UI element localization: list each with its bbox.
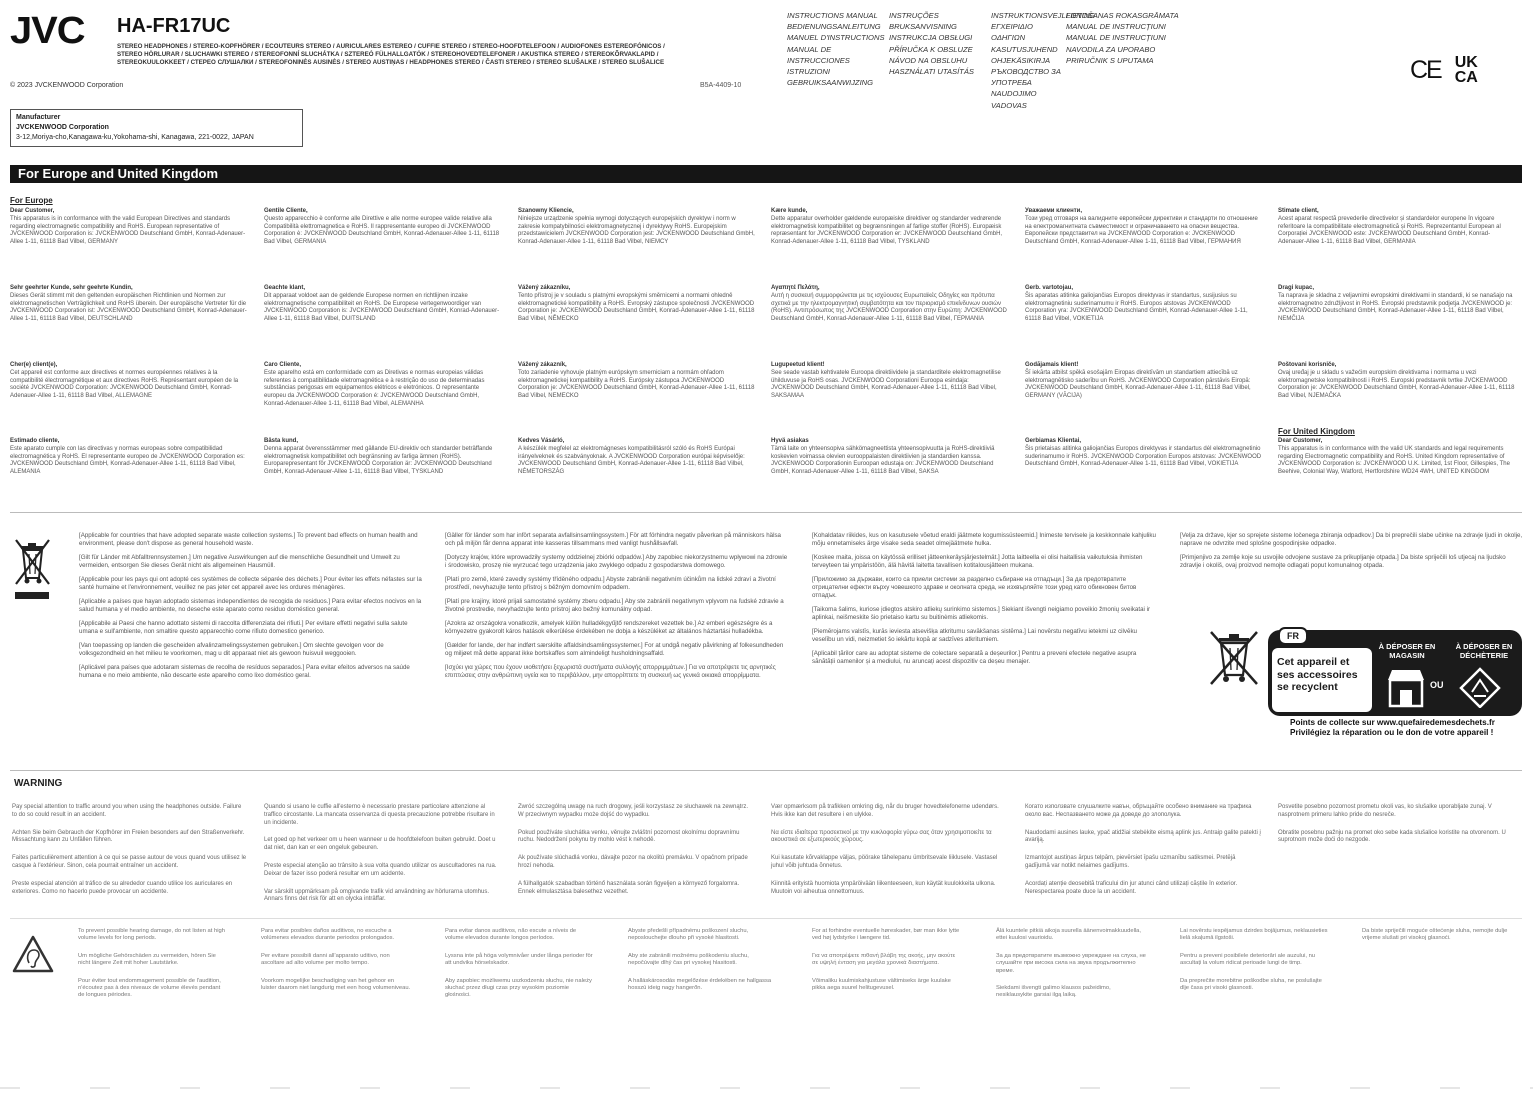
manufacturer-heading: Manufacturer <box>16 114 61 121</box>
store-drop-heading: À DÉPOSER EN MAGASIN <box>1378 642 1436 660</box>
declaration-title: Caro Cliente, <box>264 362 302 368</box>
manual-title-column <box>991 10 1096 111</box>
waste-paragraph: [Aplicável para países que adotaram sistemas de recolha de resíduos separados.] Para evitar efeitos adversos na saúde humana e no meio ambiente, não descarte este aparelho como lixo doméstico geral. <box>79 664 410 679</box>
manual-title: NÁVOD NA OBSLUHU <box>889 55 968 65</box>
declaration-body: Denna apparat överensstämmer med gällande EU-direktiv och standarder beträffande elektromagnetisk kompatibilitet och begränsning av farliga ämnen (RoHS). Europarepresentant för JVCKENWOOD Corporation är: JVCKENWOOD Deutschland GmbH, Konrad-Adenauer-Allee 1-11, 61118 Bad Vilbel, TYSKLAND <box>264 445 493 476</box>
warning-paragraph: Izmantojot austiņas ārpus telpām, pievērsiet īpašu uzmanību satiksmei. Pretējā gadījumā var notikt nelaimes gadījums. <box>1025 855 1236 869</box>
manual-title: LIETOŠANAS ROKASGRĀMATA <box>1066 11 1179 20</box>
hearing-paragraph: Da preprečite morebitne poškodbe sluha, ne poslušajte dlje časa pri visoki glasnosti. <box>1180 977 1322 992</box>
waste-paragraph: [Приложимо за държави, които са приели системи за разделно събиране на отпадъци.] За да предотвратите отрицателни ефекти върху човешкото здраве и околната среда, не изхвърляйте този уред като обикновен битов отпадък. <box>812 576 1137 599</box>
declaration-title: Gerbiamas Klientai, <box>1025 438 1082 444</box>
waste-paragraph: [Piemērojams valstīs, kurās ieviesta atsevišķa atkritumu savākšanas sistēma.] Lai novērstu negatīvu ietekmi uz cilvēku veselību un vidi, neizmetiet šo iekārtu kopā ar sadzīves atkritumiem. <box>812 628 1137 643</box>
fr-badge: FR <box>1278 627 1308 645</box>
hearing-paragraph: Lai novērstu iespējamus dzirdes bojājumus, neklausieties lielā skaļumā ilgstoši. <box>1180 928 1328 942</box>
manual-title: ISTRUZIONI <box>787 67 831 77</box>
product-subtitle: STEREO HEADPHONES / STEREO-KOPFHÖRER / ECOUTEURS STEREO / AURICULARES ESTEREO / CUFFIE STEREO / STEREO-HOOFDTELEFOON / AUDIOFONES ESTEREOFÓNICOS / STEREO HÖRLURAR / SLUCHAWKI STEREO / STEREOFONNÍ SLUCHÁTKA / SZTEREÓ FÜLHALLGATÓK / STEREOHOVEDTELEFONER / AKUSTIKA STEREO / STEREOKÕRVAKLAPID / STEREOKUULOKKEET / СТЕРЕО СЛУШАЛКИ / STEREOFONINĖS AUSINĖS / STEREO AUSTIŅAS / HEADPHONES STEREO / ČASTI STEREO / STEREO SLUŠALKE / STEREO SLUŠALICE <box>117 43 665 66</box>
hearing-paragraph: Abyste předešli případnému poškození sluchu, neposlouchejte dlouho při vysoké hlasitosti. <box>628 928 749 942</box>
hearing-column <box>261 928 411 1002</box>
manufacturer-address: 3-12,Moriya-cho,Kanagawa-ku,Yokohama-shi, Kanagawa, 221-0022, JAPAN <box>16 134 254 141</box>
declaration-title: Sehr geehrter Kunde, sehr geehrte Kundin, <box>10 285 133 291</box>
hearing-warning-icon <box>12 935 54 978</box>
manual-title: ΕΓΧΕΙΡΙΔΙΟ ΟΔΗΓΙΩΝ <box>991 22 1033 43</box>
region-banner: For Europe and United Kingdom <box>10 165 1522 183</box>
hearing-paragraph: For at forhindre eventuelle høreskader, bør man ikke lytte ved høj lydstyrke i længere tid. <box>812 928 960 942</box>
manual-title: РЪКОВОДСТВО ЗА УПОТРЕБА <box>991 67 1061 88</box>
declaration-body: Questo apparecchio è conforme alle Direttive e alle norme europee valide relative alla Compatibilità elettromagnetica e RoHS. Il rappresentante europeo di JVCKENWOOD Corporation è: JVCKENWOOD Deutschland GmbH, Konrad-Adenauer-Allee 1-11, 61118 Bad Vilbel, GERMANIA <box>264 215 500 246</box>
declaration-block <box>1025 285 1263 324</box>
manual-title: PRIRUČNIK S UPUTAMA <box>1066 55 1154 65</box>
hearing-column <box>812 928 962 1002</box>
declaration-block <box>264 285 502 324</box>
dump-drop-heading: À DÉPOSER EN DÉCHÈTERIE <box>1455 642 1513 660</box>
declaration-body: Dieses Gerät stimmt mit den geltenden europäischen Richtlinien und Normen zur elektromagnetischen Verträglichkeit und RoHS überein. Der europäische Vertreter für die JVCKENWOOD Corporation ist: JVCKENWOOD Deutschland GmbH, Konrad-Adenauer-Allee 1-11, 61118 Bad Vilbel, DEUTSCHLAND <box>10 292 247 323</box>
declaration-body: Acest aparat respectă prevederile directivelor și standardelor europene în vigoare referitoare la compatibilitate electromagnetică și RoHS. Reprezentantul European al Corporației JVCKENWOOD este: JVCKENWOOD Deutschland GmbH, Konrad-Adenauer-Allee 1-11, 61118 Bad Vilbel, GERMANIA <box>1278 215 1501 246</box>
triman-footer: Points de collecte sur www.quefairedemesdechets.fr Privilégiez la réparation ou le don de votre appareil ! <box>1290 718 1495 737</box>
waste-column <box>1180 532 1525 576</box>
triman-label <box>1268 630 1522 716</box>
warning-paragraph: Faites particulièrement attention à ce qui se passe autour de vous quand vous utilisez le casque à l'extérieur. Sinon, cela pourrait entraîner un accident. <box>12 855 247 869</box>
declaration-title: Vážený zákazník, <box>518 362 567 368</box>
declaration-body: Šis prietaisas atitinka galiojančias Europos direktyvas ir standartus dėl elektromagnetinio suderinamumo ir RoHS. JVCKENWOOD Corporation Europos atstovas: JVCKENWOOD Deutschland GmbH, Konrad-Adenauer-Allee 1-11, 61118 Bad Vilbel, VOKIETIJA <box>1025 445 1262 468</box>
waste-paragraph: [Applicable for countries that have adopted separate waste collection systems.] To prevent bad effects on human health and environment, please don't dispose as general household waste. <box>79 532 418 547</box>
weee-bin-small-icon <box>1205 628 1263 695</box>
declaration-block <box>264 362 502 409</box>
waste-column <box>812 532 1157 672</box>
declaration-title: Αγαπητέ Πελάτη, <box>771 285 820 291</box>
warning-column <box>1278 804 1514 855</box>
ce-mark-icon: CE <box>1410 55 1441 84</box>
declaration-block <box>10 362 248 401</box>
warning-paragraph: Quando si usano le cuffie all'esterno è necessario prestare particolare attenzione al traffico circostante. La mancata osservanza di questa precauzione potrebbe risultare in un incidente. <box>264 804 495 826</box>
waste-paragraph: [Platí pre krajiny, ktoré prijali samostatné systémy zberu odpadu.] Aby ste zabránili negatívnym vplyvom na ľudské zdravie a životné prostredie, nevyhadzujte tento prístroj ako bežný komunálny odpad. <box>445 598 784 613</box>
manual-title: OHJEKÄSIKIRJA <box>991 55 1051 65</box>
declaration-block <box>1278 208 1516 247</box>
declaration-body: A készülék megfelel az elektromágneses kompatibilitásról szóló és RoHS Európai irányelveknek és szabványoknak. A JVCKENWOOD Corporation európai képviselője: JVCKENWOOD Deutschland GmbH, Konrad-Adenauer-Allee 1-11, 61118 Bad Vilbel, NÉMETORSZÁG <box>518 445 745 476</box>
waste-paragraph: [Primjenjivo za zemlje koje su usvojile odvojene sustave za prikupljanje otpada.] Da biste spriječili loš utjecaj na ljudsko zdravlje i okoliš, ovaj proizvod nemojte odlagati poput komunalnog otpada. <box>1180 554 1506 569</box>
waste-paragraph: [Koskee maita, joissa on käytössä erilliset jätteenkeräysjärjestelmät.] Jotta laitteella ei olisi haitallisia vaikutuksia ihmisten terveyteen tai ympäristöön, älä hävitä laitetta tavallisen kotitalousjätteen mukana. <box>812 554 1143 569</box>
manual-title: HASZNÁLATI UTASÍTÁS <box>889 67 974 77</box>
declaration-block <box>771 285 1009 324</box>
declaration-title: Bästa kund, <box>264 438 299 444</box>
waste-paragraph: [Applicable pour les pays qui ont adopté ces systèmes de collecte séparée des déchets.] Pour éviter les effets néfastes sur la santé humaine et l'environnement, veuillez ne pas jeter cet appareil avec les ordures ménagères. <box>79 576 422 591</box>
warning-column <box>1025 804 1261 906</box>
model-title: HA-FR17UC <box>117 15 231 37</box>
hearing-paragraph: Lyssna inte på höga volymnivåer under långa perioder för att undvika hörselskador. <box>445 952 593 967</box>
jvc-logo: JVC <box>10 10 85 52</box>
hearing-paragraph: Aby zapobiec możliwemu uszkodzeniu słuchu, nie należy słuchać przez długi czas przy wysokim poziomie głośności. <box>445 977 592 999</box>
declaration-block <box>518 362 756 401</box>
warning-paragraph: Preste especial atenção ao trânsito à sua volta quando utilizar os auscultadores na rua. Deixar de fazer isso poderá resultar em um acidente. <box>264 862 497 877</box>
declaration-title: Geachte klant, <box>264 285 306 291</box>
manual-title: PŘÍRUČKA K OBSLUZE <box>889 44 973 54</box>
copyright: © 2023 JVCKENWOOD Corporation <box>10 82 124 89</box>
declaration-block <box>1278 285 1516 324</box>
manual-title: GEBRUIKSAANWIJZING <box>787 78 874 88</box>
declaration-title: Godājamais klient! <box>1025 362 1079 368</box>
hearing-paragraph: Para evitar danos auditivos, não escute a níveis de volume elevados durante longos períodos. <box>445 928 577 942</box>
declaration-title: Stimate client, <box>1278 208 1319 214</box>
declaration-block <box>1025 438 1263 469</box>
hearing-column <box>78 928 228 1010</box>
manual-title: NAUDOJIMO VADOVAS <box>991 89 1037 110</box>
hearing-column <box>1180 928 1330 1002</box>
store-icon <box>1384 666 1428 713</box>
hearing-paragraph: Älä kuuntele pitkiä aikoja suurella äänenvoimakkuudella, ettei kuulosi vaurioidu. <box>996 928 1142 942</box>
declaration-title: Lugupeetud klient! <box>771 362 825 368</box>
declaration-block <box>771 438 1009 477</box>
hearing-column <box>628 928 778 1002</box>
manual-title: INSTRUKTIONSVEJLEDNING <box>991 11 1096 20</box>
waste-paragraph: [Gælder for lande, der har indført særskilte affaldsindsamlingssystemer.] For at undgå negativ påvirkning af folkesundheden og miljøet må dette apparat ikke bortskaffes som almindeligt husholdningsaffald. <box>445 642 784 657</box>
declaration-title: Dragi kupac, <box>1278 285 1315 291</box>
manual-title: MANUAL DE INSTRUCCIONES <box>787 44 850 65</box>
manual-title: MANUAL DE INSTRUCȚIUNI <box>1066 22 1166 32</box>
warning-paragraph: Pay special attention to traffic around you when using the headphones outside. Failure to do so could result in an accident. <box>12 804 242 818</box>
declaration-block <box>518 438 756 477</box>
manual-title-column <box>787 10 889 111</box>
waste-paragraph: [Aplicabil țărilor care au adoptat sisteme de colectare separată a deșeurilor.] Pentru a preveni efectele negative asupra sănătății oamenilor și a mediului, nu aruncați acest dispozitiv ca deșeu menajer. <box>812 650 1137 665</box>
waste-paragraph: [Azokra az országokra vonatkozik, amelyek külön hulladékgyűjtő rendszereket vezettek be.] Az emberi egészségre és a környezetre gyakorolt káros hatások elkerülése érdekében ne dobja a készüléket az általános háztartási hulladékba. <box>445 620 773 635</box>
declaration-block <box>518 208 756 247</box>
manual-title: MANUEL D'INSTRUCTIONS <box>787 33 885 43</box>
manual-title: MANUAL DE INSTRUCȚIUNI <box>1066 33 1166 43</box>
warning-paragraph: Ak používate slúchadlá vonku, dávajte pozor na okolitú premávku. V opačnom prípade hrozí nehoda. <box>518 855 748 869</box>
ukca-mark-icon: UK CA <box>1454 54 1478 86</box>
warning-paragraph: Posvetite posebno pozornost prometu okoli vas, ko slušalke uporabljate zunaj. V nasprotnem primeru lahko pride do nesreče. <box>1278 804 1492 818</box>
warning-paragraph: Να είστε ιδιαίτερα προσεκτικοί με την κυκλοφορία γύρω σας όταν χρησιμοποιείτε τα ακουστικά σε εξωτερικούς χώρους. <box>771 829 992 844</box>
declaration-block <box>10 285 248 324</box>
declaration-body: Šī iekārta atbilst spēkā esošajām Eiropas direktīvām un standartiem attiecībā uz elektromagnētisko saderību un RoHS. JVCKENWOOD Corporation pārstāvis Eiropā: JVCKENWOOD Deutschland GmbH, Konrad-Adenauer-Allee 1-11, 61118 Bad Vilbel, GERMANY (VĀCIJA) <box>1025 369 1251 400</box>
warning-paragraph: Naudodami ausines lauke, ypač atidžiai stebėkite eismą aplink jus. Antraip galite patekti į avariją. <box>1025 829 1261 844</box>
hearing-paragraph: Pentru a preveni posibilele deteriorări ale auzului, nu ascultați la volum ridicat perioade lungi de timp. <box>1180 952 1316 967</box>
declaration-body: Toto zariadenie vyhovuje platným európskym smerniciam a normám ohľadom elektromagnetickej kompatibility a RoHS. Európsky zástupca JVCKENWOOD Corporation je: JVCKENWOOD Deutschland GmbH, Konrad-Adenauer-Allee 1-11, 61118 Bad Vilbel, NEMECKO <box>518 369 755 400</box>
dump-icon <box>1458 666 1502 713</box>
document-number: B5A-4409-10 <box>700 82 742 89</box>
divider <box>10 918 1522 919</box>
warning-paragraph: Preste especial atención al tráfico de su alrededor cuando utilice los auriculares en exteriores. Como no hacerlo puede provocar un accidente. <box>12 880 233 895</box>
declaration-title: Gerb. vartotojau, <box>1025 285 1074 291</box>
waste-paragraph: [Gilt für Länder mit Abfalltrennsystemen.] Um negative Auswirkungen auf die menschliche Gesundheit und Umwelt zu vermeiden, entsorgen Sie dieses Gerät nicht als allgemeinen Hausmüll. <box>79 554 400 569</box>
declaration-title: Poštovani korisniče, <box>1278 362 1337 368</box>
declaration-block <box>1025 362 1263 401</box>
declaration-body: Ovaj uređaj je u skladu s važećim europskim direktivama i normama u vezi elektromagnetske kompatibilnosti i RoHS. Europski predstavnik tvrtke JVCKENWOOD Corporation je: JVCKENWOOD Deutschland GmbH, Konrad-Adenauer-Allee 1-11, 61118 Bad Vilbel, NJEMAČKA <box>1278 369 1515 400</box>
warning-paragraph: Let goed op het verkeer om u heen wanneer u de hoofdtelefoon buiten gebruikt. Doet u dat niet, dan kan er een ongeluk gebeuren. <box>264 837 496 852</box>
warning-paragraph: Obratite posebnu pažnju na promet oko sebe kada slušalice koristite na otvorenom. U suprotnom može doći do nezgode. <box>1278 829 1506 844</box>
waste-paragraph: [Applicabile ai Paesi che hanno adottato sistemi di raccolta differenziata dei rifiuti.] Per evitare effetti negativi sulla salute umana e sull'ambiente, non smaltire questo apparecchio come rifiuto domestico generico. <box>79 620 408 635</box>
declaration-title: Kære kunde, <box>771 208 808 214</box>
warning-paragraph: Zwróć szczególną uwagę na ruch drogowy, jeśli korzystasz ze słuchawek na zewnątrz. W przeciwnym wypadku może dojść do wypadku. <box>518 804 748 818</box>
waste-column <box>79 532 424 686</box>
waste-paragraph: [Platí pro země, které zavedly systémy tříděného odpadu.] Abyste zabránili negativním účinkům na lidské zdraví a životní prostředí, nevyhazujte tento přístroj s běžným domovním odpadem. <box>445 576 776 591</box>
hearing-paragraph: Siekdami išvengti galimo klausos pažeidimo, nesiklausykite garsiai ilgą laiką. <box>996 985 1111 999</box>
waste-paragraph: [Van toepassing op landen die gescheiden afvalinzamelingssystemen gebruiken.] Om slechte gevolgen voor de volksgezondheid en het milieu te voorkomen, mag u dit apparaat niet als gewoon huisvuil weggooien. <box>79 642 384 657</box>
warning-paragraph: A fülhallgatók szabadban történő használata során figyeljen a környező forgalomra. Ennek elmulasztása balesethez vezethet. <box>518 880 740 895</box>
declaration-block <box>10 438 248 477</box>
warning-paragraph: Acordați atenție deosebită traficului din jur atunci când utilizați căștile în exterior. Nerespectarea poate duce la un accident. <box>1025 880 1238 895</box>
manufacturer-name: JVCKENWOOD Corporation <box>16 124 109 131</box>
declaration-block <box>771 208 1009 247</box>
hearing-column <box>1362 928 1512 953</box>
waste-paragraph: [Taikoma šalims, kuriose įdiegtos atskiro atliekų surinkimo sistemos.] Siekiant išvengti neigiamo poveikio žmonių sveikatai ir aplinkai, neišmeskite šio prietaiso kartu su buitinėmis atliekomis. <box>812 606 1151 621</box>
manual-title-column <box>1066 10 1186 111</box>
divider <box>10 770 1522 771</box>
declaration-body: Αυτή η συσκευή συμμορφώνεται με τις ισχύουσες Ευρωπαϊκές Οδηγίες και πρότυπα σχετικά με την ηλεκτρομαγνητική συμβατότητα και τον περιορισμό επικίνδυνων ουσιών (RoHS). Αντιπρόσωπος της JVCKENWOOD Corporation στην Ευρώπη: JVCKENWOOD Deutschland GmbH, Konrad-Adenauer-Allee 1-11, 61118 Bad Vilbel, ΓΕΡΜΑΝΙΑ <box>771 292 1007 323</box>
manual-title: INSTRUKCJA OBSŁUGI <box>889 33 973 43</box>
manufacturer-box <box>10 109 303 147</box>
warning-paragraph: Kiinnitä erityistä huomiota ympäröivään liikenteeseen, kun käytät kuulokkeita ulkona. Muutoin voi aiheutua onnettomuus. <box>771 880 996 895</box>
waste-paragraph: [Aplicable a países que hayan adoptado sistemas independientes de recogida de residuos.] Para evitar efectos nocivos en la salud humana y el medio ambiente, no deseche este aparato como residuo doméstico general. <box>79 598 422 613</box>
hearing-paragraph: Per evitare possibili danni all'apparato uditivo, non ascoltare ad alto volume per molto tempo. <box>261 952 390 967</box>
warning-paragraph: Kui kasutate kõrvaklappe väljas, pöörake tähelepanu ümbritsevale liiklusele. Vastasel juhul võib juhtuda õnnetus. <box>771 855 998 869</box>
declaration-body: Cet appareil est conforme aux directives et normes européennes relatives à la compatibilité électromagnétique et aux directives RoHS. Représentant européen de la société JVCKENWOOD Corporation: JVCKENWOOD Deutschland GmbH, Konrad-Adenauer-Allee 1-11, 61118 Bad Vilbel, ALLEMAGNE <box>10 369 239 400</box>
declaration-body: Ta naprava je skladna z veljavnimi evropskimi direktivami in standardi, ki se nanašajo na elektromagnetno združljivost in RoHS. Evropski predstavnik podjetja JVCKENWOOD je: JVCKENWOOD Deutschland GmbH, Konrad-Adenauer-Allee 1-11, 61118 Bad Vilbel, NEMČIJA <box>1278 292 1513 323</box>
manual-title: INSTRUÇÕES <box>889 11 939 20</box>
hearing-paragraph: Pour éviter tout endommagement possible de l'audition, n'écoutez pas à des niveaux de volume élevés pendant de longues périodes. <box>78 977 221 999</box>
declaration-body: Tento přístroj je v souladu s platnými evropskými směrnicemi a normami ohledně elektromagnetické kompatibility a RoHS. Evropský zástupce společnosti JVCKENWOOD Corporation je: JVCKENWOOD Deutschland GmbH, Konrad-Adenauer-Allee 1-11, 61118 Bad Vilbel, NĚMECKO <box>518 292 755 323</box>
hearing-paragraph: Para evitar posibles daños auditivos, no escuche a volúmenes elevados durante periodos prolongados. <box>261 928 395 942</box>
declaration-body: Este aparelho está em conformidade com as Diretivas e normas europeias válidas referentes à compatibilidade eletromagnética e à restrição do uso de determinadas substâncias perigosas em equipamentos elétricos e eletrónicos. O representante europeu da JVCKENWOOD Corporation é: JVCKENWOOD Deutschland GmbH, Konrad-Adenauer-Allee 1-11, 61118 Bad Vilbel, ALEMANHA <box>264 369 485 407</box>
warning-column <box>12 804 248 906</box>
manual-title: BEDIENUNGSANLEITUNG <box>787 22 881 32</box>
declaration-title: Vážený zákazníku, <box>518 285 571 291</box>
weee-bin-icon <box>12 536 54 609</box>
hearing-paragraph: To prevent possible hearing damage, do not listen at high volume levels for long periods. <box>78 928 225 942</box>
declaration-body: Šis aparatas atitinka galiojančias Europos direktyvas ir standartus, susijusius su elektromagnetiniu suderinamumu ir RoHS. Europos atstovas JVCKENWOOD Corporation yra: JVCKENWOOD Deutschland GmbH, Konrad-Adenauer-Allee 1-11, 61118 Bad Vilbel, VOKIETIJA <box>1025 292 1248 323</box>
declaration-body: Dit apparaat voldoet aan de geldende Europese normen en richtlijnen inzake elektromagnetische compatibiliteit en RoHS. De Europese vertegenwoordiger van JVCKENWOOD Corporation is: JVCKENWOOD Deutschland GmbH, Konrad-Adenauer-Allee 1-11, 61118 Bad Vilbel, DUITSLAND <box>264 292 500 323</box>
declaration-block <box>264 438 502 477</box>
declaration-title: Dear Customer, <box>10 208 55 214</box>
warning-column <box>771 804 1007 906</box>
hearing-paragraph: A halláskárosodás megelőzése érdekében ne hallgassa hosszú ideig nagy hangerőn. <box>628 977 772 992</box>
warning-paragraph: Var särskilt uppmärksam på omgivande trafik vid användning av hörlurarna utomhus. Annars finns det risk för att en olycka inträffar. <box>264 888 489 903</box>
declaration-title: Dear Customer, <box>1278 438 1323 444</box>
divider <box>10 512 1522 513</box>
declaration-title: Kedves Vásárló, <box>518 438 565 444</box>
recycle-text: Cet appareil et ses accessoires se recyclent <box>1272 648 1372 712</box>
hearing-paragraph: Για να αποτρέψετε πιθανή βλάβη της ακοής, μην ακούτε σε υψηλή ένταση για μεγάλα χρονικά διαστήματα. <box>812 952 956 967</box>
hearing-paragraph: Võimaliku kuulmiskahjustuse vältimiseks ärge kuulake pikka aega suurel helitugevusel. <box>812 977 951 992</box>
warning-title: WARNING <box>14 778 63 789</box>
declaration-block <box>1025 208 1263 247</box>
waste-paragraph: [Velja za države, kjer so sprejete sisteme ločenega zbiranja odpadkov.] Da bi preprečili slabe učinke na zdravje ljudi in okolje, naprave ne odvrzite med splošne gospodinjske odpadke. <box>1180 532 1523 547</box>
declaration-body: See seade vastab kehtivatele Euroopa direktiividele ja standarditele elektromagnetilise ühilduvuse ja RoHS osas. JVCKENWOOD Corporationi Euroopa esindaja: JVCKENWOOD Deutschland GmbH, Konrad-Adenauer-Allee 1-11, 61118 Bad Vilbel, SAKSAMAA <box>771 369 1001 400</box>
declaration-body: This apparatus is in conformance with the valid UK standards and legal requirements regarding Electromagnetic compatibility and RoHS. United Kingdom representative of JVCKENWOOD Corporation is: JVCKENWOOD U.K. Limited, 1st Floor, Gillespies, The Beehive, Colonial Way, Watford, Hertfordshire WD24 4WH, UNITED KINGDOM <box>1278 445 1510 476</box>
hearing-paragraph: Voorkom mogelijke beschadiging van het gehoor en luister daarom niet langdurig met een hoog volumeniveau. <box>261 977 411 992</box>
warning-paragraph: Pokud používáte sluchátka venku, věnujte zvláštní pozornost okolnímu dopravnímu ruchu. Nedodržení pokynu by mohlo vést k nehodě. <box>518 829 740 844</box>
declaration-block <box>1278 438 1516 477</box>
hearing-paragraph: Da biste spriječili moguće oštećenje sluha, nemojte dulje vrijeme slušati pri visokoj glasnoći. <box>1362 928 1508 942</box>
manual-title: INSTRUCTIONS MANUAL <box>787 11 878 20</box>
uk-heading: For United Kingdom <box>1278 427 1355 436</box>
declaration-body: This apparatus is in conformance with the valid European Directives and standards regarding electromagnetic compatibility and RoHS. European representative of JVCKENWOOD Corporation is: JVCKENWOOD Deutschland GmbH, Konrad-Adenauer-Allee 1-11, 61118 Bad Vilbel, GERMANY <box>10 215 246 246</box>
manual-title: NAVODILA ZA UPORABO <box>1066 44 1156 54</box>
declaration-block <box>264 208 502 247</box>
manual-title-column <box>889 10 991 111</box>
declaration-title: Szanowny Kliencie, <box>518 208 574 214</box>
hearing-paragraph: За да предотвратите възможно увреждане на слуха, не слушайте при висока сила на звука продължително време. <box>996 952 1146 974</box>
declaration-block <box>1278 362 1516 401</box>
warning-paragraph: Achten Sie beim Gebrauch der Kopfhörer im Freien besonders auf den Straßenverkehr. Missachtung kann zu Unfällen führen. <box>12 829 245 844</box>
declaration-block <box>771 362 1009 401</box>
waste-paragraph: [Ισχύει για χώρες που έχουν υιοθετήσει ξεχωριστά συστήματα συλλογής απορριμμάτων.] Για να αποτρέψετε τις αρνητικές επιπτώσεις στην ανθρώπινη υγεία και το περιβάλλον, μην απορρίπτετε τη συσκευή ως γενικά οικιακά απορρίμματα. <box>445 664 776 679</box>
waste-paragraph: [Dotyczy krajów, które wprowadziły systemy oddzielnej zbiórki odpadów.] Aby zapobiec niekorzystnemu wpływowi na zdrowie i środowisko, proszę nie wyrzucać tego urządzenia jako zwykłego odpadu z gospodarstwa domowego. <box>445 554 788 569</box>
waste-paragraph: [Kohaldatav riikides, kus on kasutusele võetud eraldi jäätmete kogumissüsteemid.] Inimeste tervisele ja keskkonnale kahjuliku mõju ennetamiseks ärge visake seda seadet olmejäätmete hulka. <box>812 532 1156 547</box>
declaration-block <box>10 208 248 247</box>
declaration-title: Hyvä asiakas <box>771 438 809 444</box>
declaration-body: Este aparato cumple con las directivas y normas europeas sobre compatibilidad electromagnética y RoHS. El representante europeo de JVCKENWOOD Corporation es: JVCKENWOOD Deutschland GmbH, Konrad-Adenauer-Allee 1-11, 61118 Bad Vilbel, ALEMANIA <box>10 445 245 476</box>
waste-column <box>445 532 790 686</box>
europe-heading: For Europe <box>10 196 53 205</box>
declaration-title: Уважаеми клиенти, <box>1025 208 1082 214</box>
declaration-body: Този уред отговаря на валидните европейски директиви и стандарти по отношение на електромагнитната съвместимост и ограничаването на опасни вещества. Европейски представител на JVCKENWOOD Corporation е: JVCKENWOOD Deutschland GmbH, Konrad-Adenauer-Allee 1-11, 61118 Bad Vilbel, ГЕРМАНИЯ <box>1025 215 1258 246</box>
declaration-body: Niniejsze urządzenie spełnia wymogi dotyczących europejskich dyrektyw i norm w zakresie kompatybilności elektromagnetycznej i dyrektywy RoHS. Europejskim przedstawicielem JVCKENWOOD Corporation jest: JVCKENWOOD Deutschland GmbH, Konrad-Adenauer-Allee 1-11, 61118 Bad Vilbel, NIEMCY <box>518 215 755 246</box>
manual-title: KASUTUSJUHEND <box>991 44 1058 54</box>
declaration-title: Gentile Cliente, <box>264 208 308 214</box>
warning-paragraph: Когато използвате слушалките навън, обръщайте особено внимание на трафика около вас. Неспазването може да доведе до злополука. <box>1025 804 1252 818</box>
hearing-paragraph: Aby ste zabránili možnému poškodeniu sluchu, nepočúvajte dlhý čas pri vysokej hlasitosti. <box>628 952 749 967</box>
conformity-marks <box>1410 55 1478 85</box>
or-label: OU <box>1430 680 1444 690</box>
hearing-column <box>445 928 595 1010</box>
warning-paragraph: Vær opmærksom på trafikken omkring dig, når du bruger hovedtelefonerne udendørs. Hvis ikke kan det resultere i en ulykke. <box>771 804 999 818</box>
declaration-block <box>518 285 756 324</box>
declaration-body: Tämä laite on yhteensopiva sähkömagneettista yhteensopivuutta ja RoHS-direktiiviä koskevien voimassa olevien eurooppalaisten direktiivien ja standardien kanssa. JVCKENWOOD Corporationin Euroopan edustaja on: JVCKENWOOD Deutschland GmbH, Konrad-Adenauer-Allee 1-11, 61118 Bad Vilbel, SAKSA <box>771 445 995 476</box>
manual-title: BRUKSANVISNING <box>889 22 957 32</box>
waste-paragraph: [Gäller för länder som har infört separata avfallsinsamlingssystem.] För att förhindra negativ påverkan på människors hälsa och på miljön får denna apparat inte kasseras tillsammans med vanligt hushållsavfall. <box>445 532 781 547</box>
warning-column <box>518 804 754 906</box>
declaration-title: Estimado cliente, <box>10 438 60 444</box>
cut-line <box>0 1087 1533 1089</box>
declaration-body: Dette apparatur overholder gældende europæiske direktiver og standarder vedrørende elektromagnetisk kompatibilitet og begrænsningen af farlige stoffer (RoHS). Europæisk repræsentant for JVCKENWOOD Corporation er: JVCKENWOOD Deutschland GmbH, Konrad-Adenauer-Allee 1-11, 61118 Bad Vilbel, TYSKLAND <box>771 215 1003 246</box>
hearing-paragraph: Um mögliche Gehörschäden zu vermeiden, hören Sie nicht längere Zeit mit hoher Lautstärke. <box>78 952 216 967</box>
hearing-column <box>996 928 1146 1010</box>
manual-titles <box>787 10 1186 111</box>
warning-column <box>264 804 500 914</box>
declaration-title: Cher(e) client(e), <box>10 362 58 368</box>
